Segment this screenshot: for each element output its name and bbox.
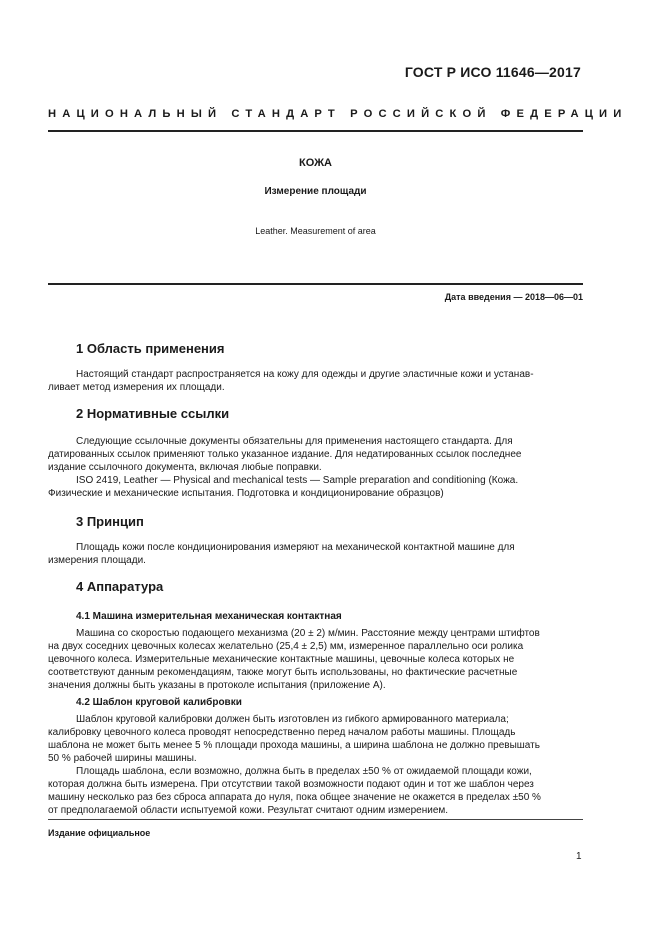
section-2-text bbox=[48, 435, 581, 500]
paragraph-line: издание ссылочного документа, включая любые поправки. bbox=[48, 462, 322, 473]
subsection-4-2-heading: 4.2 Шаблон круговой калибровки bbox=[76, 697, 242, 708]
paragraph-line: Физические и механические испытания. Подготовка и кондиционирование образцов) bbox=[48, 488, 444, 499]
introduction-date: Дата введения — 2018—06—01 bbox=[444, 292, 583, 302]
section-4-heading: 4 Аппаратура bbox=[76, 579, 164, 594]
paragraph-line: Машина со скоростью подающего механизма (20 ± 2) м/мин. Расстояние между центрами штифтов bbox=[76, 628, 540, 639]
paragraph-line: шаблона не может быть менее 5 % площади прохода машины, а ширина шаблона не должно превышать bbox=[48, 740, 540, 751]
subsection-4-1-heading: 4.1 Машина измерительная механическая контактная bbox=[76, 611, 342, 622]
official-edition-label: Издание официальное bbox=[48, 828, 151, 838]
page-number: 1 bbox=[576, 851, 582, 862]
section-1-heading: 1 Область применения bbox=[76, 341, 225, 356]
paragraph-line: от предполагаемой области испытуемой кожи. Результат считают одним измерением. bbox=[48, 805, 449, 816]
paragraph-line: Площадь шаблона, если возможно, должна быть в пределах ±50 % от ожидаемой площади кожи, bbox=[76, 766, 532, 777]
header-rule bbox=[48, 130, 583, 132]
paragraph-line: ливает метод измерения их площади. bbox=[48, 382, 225, 393]
section-1-text bbox=[48, 368, 581, 394]
paragraph-line: 50 % рабочей ширины машины. bbox=[48, 753, 197, 764]
english-title: Leather. Measurement of area bbox=[255, 226, 376, 236]
paragraph-line: Следующие ссылочные документы обязательны для применения настоящего стандарта. Для bbox=[76, 436, 513, 447]
subsection-4-1-text bbox=[48, 627, 581, 692]
section-2-heading: 2 Нормативные ссылки bbox=[76, 406, 230, 421]
footer-rule bbox=[48, 819, 583, 820]
document-subtitle: Измерение площади bbox=[264, 186, 367, 197]
paragraph-line: на двух соседних цевочных колесах желательно (25,4 ± 2,5) мм, измеренное параллельно оси ролика bbox=[48, 641, 524, 652]
paragraph-line: Настоящий стандарт распространяется на кожу для одежды и другие эластичные кожи и устанав- bbox=[76, 369, 534, 380]
paragraph-line: соответствуют данным рекомендациям, также могут быть использованы, но фактические расчетные bbox=[48, 667, 518, 678]
section-3-text bbox=[48, 541, 581, 567]
national-standard-title: НАЦИОНАЛЬНЫЙ СТАНДАРТ РОССИЙСКОЙ ФЕДЕРАЦИИ bbox=[48, 108, 628, 120]
subsection-4-2-text bbox=[48, 713, 581, 817]
paragraph-line: значения должны быть указаны в протоколе испытания (приложение А). bbox=[48, 680, 386, 691]
paragraph-line: которая должна быть измерена. При отсутствии такой возможности подают один и тот же шаблон через bbox=[48, 779, 534, 790]
standard-code: ГОСТ Р ИСО 11646—2017 bbox=[404, 64, 581, 80]
paragraph-line: Шаблон круговой калибровки должен быть изготовлен из гибкого армированного материала; bbox=[76, 714, 509, 725]
paragraph-line: цевочного колеса. Измерительные механические контактные машины, цевочные колеса которых не bbox=[48, 654, 515, 665]
title-rule bbox=[48, 283, 583, 285]
section-3-heading: 3 Принцип bbox=[76, 514, 144, 529]
paragraph-line: калибровку цевочного колеса проводят непосредственно перед началом работы машины. Площадь bbox=[48, 727, 516, 738]
paragraph-line: Площадь кожи после кондиционирования измеряют на механической контактной машине для bbox=[76, 542, 515, 553]
document-title: КОЖА bbox=[298, 157, 332, 169]
paragraph-line: машину несколько раз без сброса аппарата до нуля, пока общее значение не окажется в пределах ±50 % bbox=[48, 792, 541, 803]
paragraph-line: датированных ссылок применяют только указанное издание. Для недатированных ссылок последнее bbox=[48, 449, 522, 460]
paragraph-line: измерения площади. bbox=[48, 555, 146, 566]
paragraph-line: ISO 2419, Leather — Physical and mechanical tests — Sample preparation and conditioning (Кожа. bbox=[76, 475, 519, 486]
